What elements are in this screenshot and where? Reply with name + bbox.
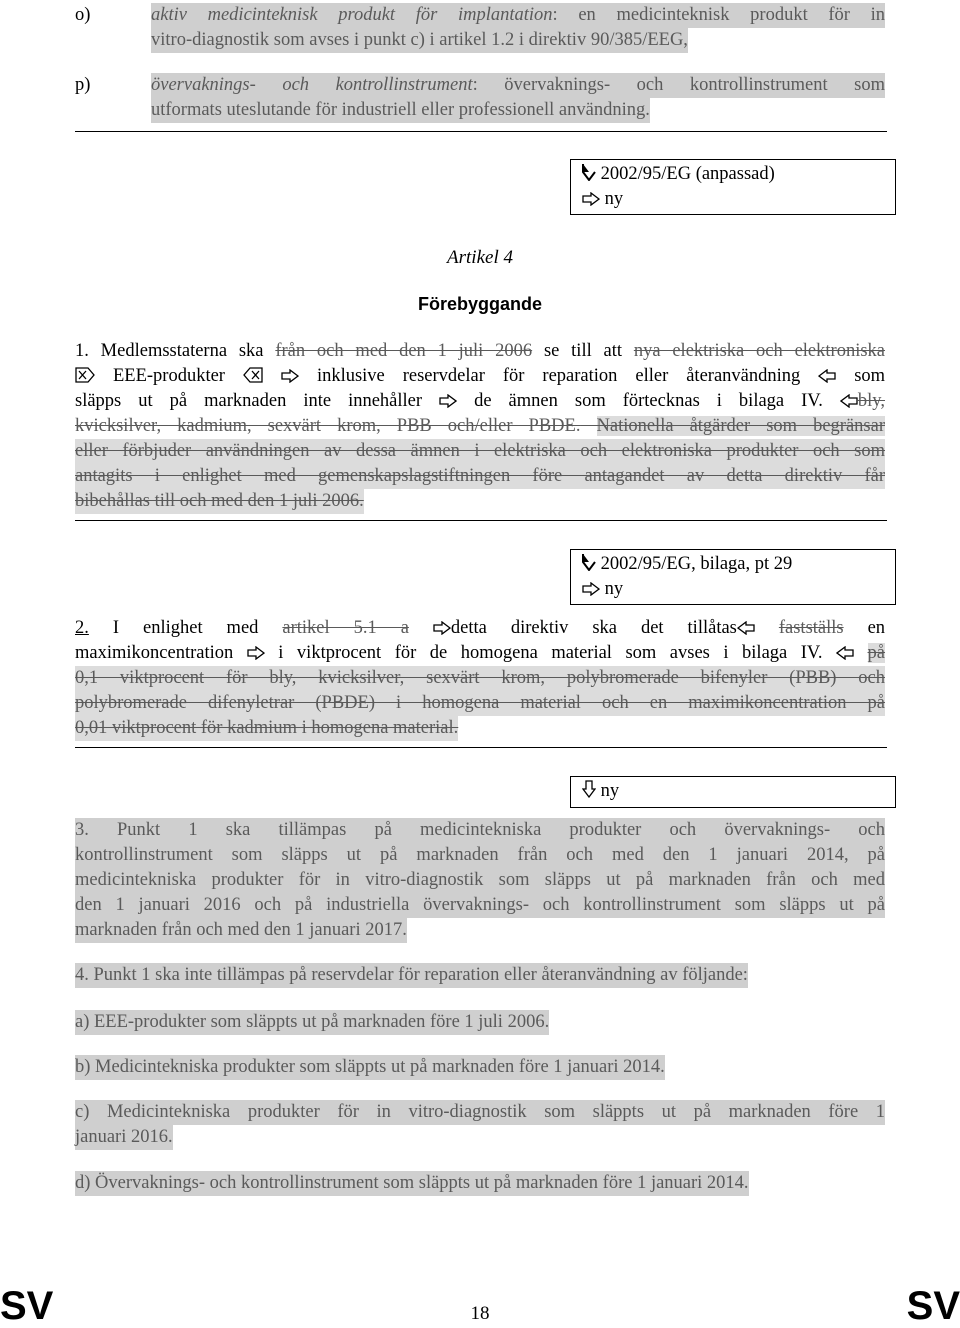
source-box-2-ny: ny — [604, 579, 624, 599]
para1-text: se till att — [532, 341, 634, 361]
para1-deleted: bly, — [857, 391, 885, 411]
para3-line1: 3. Punkt 1 ska tillämpas på medicintekniska produkter och övervaknings- och — [75, 818, 885, 843]
para1-text: EEE-produkter — [112, 366, 225, 386]
para2-line5: 0,01 viktprocent för kadmium i homogena material. — [75, 716, 458, 741]
arrow-right-outline-icon — [247, 646, 265, 660]
source-box-3 — [570, 776, 896, 808]
para3-line2: kontrollinstrument som släpps ut på marknaden från och med den 1 januari 2014, på — [75, 843, 885, 868]
para2-text: en — [867, 618, 886, 638]
para1-line5: eller förbjuder användningen av dessa ämnen i elektriska och elektroniska produkter och som — [75, 439, 885, 464]
para2-text: detta direktiv ska det tillåtas — [450, 618, 737, 638]
arrow-right-outline-icon — [433, 621, 451, 635]
paragraph-4: 4. Punkt 1 ska inte tillämpas på reservdelar för reparation eller återanvändning av följande: — [75, 963, 748, 988]
deletion-end-icon — [243, 367, 263, 383]
arrow-left-outline-icon — [818, 369, 836, 383]
item-p-label: p) — [75, 75, 91, 95]
arrow-right-outline-icon — [439, 394, 457, 408]
para1-line3 — [75, 389, 885, 414]
list-item-b: b) Medicintekniska produkter som släppts ut på marknaden före 1 januari 2014. — [75, 1055, 665, 1080]
source-box-1-line2 — [582, 187, 623, 211]
para1-text: som — [854, 366, 886, 386]
source-box-1-line1 — [582, 162, 775, 186]
arrow-right-outline-icon — [582, 582, 600, 596]
para2-text: maximikoncentration — [75, 643, 234, 663]
article-subtitle: Förebyggande — [417, 294, 542, 314]
para1-line2 — [75, 364, 885, 389]
arrow-left-outline-icon — [737, 621, 755, 635]
item-o-line2: vitro-diagnostik som avses i punkt c) i artikel 1.2 i direktiv 90/385/EEG, — [151, 28, 688, 53]
item-o-line1 — [151, 3, 885, 28]
arrow-left-outline-icon — [840, 394, 858, 408]
para1-deleted: från och med den 1 juli 2006 — [275, 341, 533, 361]
para2-deleted: på — [867, 643, 886, 663]
para2-deleted: artikel 5.1 a — [282, 618, 409, 638]
para3-line5: marknaden från och med den 1 januari 2017. — [75, 918, 407, 943]
article-title: Artikel 4 — [447, 247, 513, 268]
para1-line1 — [75, 339, 885, 364]
footer-language-right: SV — [906, 1284, 960, 1328]
source-box-1 — [570, 159, 896, 215]
para1-text: inklusive reservdelar för reparation eller återanvändning — [316, 366, 801, 386]
arrow-down-filled-icon — [582, 163, 596, 181]
list-item-d: d) Övervaknings- och kontrollinstrument som släppts ut på marknaden före 1 januari 2014. — [75, 1171, 749, 1196]
para2-line4: polybromerade difenyletrar (PBDE) i homogena material och en maximikoncentration på — [75, 691, 885, 716]
para1-deleted: kvicksilver, kadmium, sexvärt krom, PBB och/eller PBDE. — [75, 416, 581, 436]
para3-line3: medicintekniska produkter för in vitro-diagnostik som släpps ut på marknaden från och med — [75, 868, 885, 893]
source-box-2-ref: 2002/95/EG, bilaga, pt 29 — [600, 554, 793, 574]
item-o-line1-rest: : en medicinteknisk produkt för in — [552, 5, 885, 25]
item-p-line1 — [151, 73, 885, 98]
source-box-2-line2 — [582, 577, 623, 601]
arrow-down-filled-icon — [582, 553, 596, 571]
para1-deleted: nya elektriska och elektroniska — [633, 341, 885, 361]
item-o-label: o) — [75, 5, 91, 25]
para2-number: 2. — [75, 618, 89, 638]
source-box-1-ref: 2002/95/EG (anpassad) — [600, 164, 775, 184]
list-item-a: a) EEE-produkter som släppts ut på marknaden före 1 juli 2006. — [75, 1010, 549, 1035]
para1-line7: bibehållas till och med den 1 juli 2006. — [75, 489, 364, 514]
para2-text: i viktprocent för de homogena material som avses i bilaga IV. — [278, 643, 823, 663]
para2-line2 — [75, 641, 885, 666]
separator-rule — [75, 131, 887, 132]
item-p-line2: utformats uteslutande för industriell eller professionell användning. — [151, 98, 650, 123]
para3-line4: den 1 januari 2016 och på industriella övervaknings- och kontrollinstrument som släpps ut på — [75, 893, 885, 918]
source-box-1-ny: ny — [604, 189, 624, 209]
para1-line4 — [75, 414, 885, 439]
item-o-term: aktiv medicinteknisk produkt för implantation — [151, 5, 553, 25]
para1-text: släpps ut på marknaden inte innehåller — [75, 391, 423, 411]
arrow-left-outline-icon — [836, 646, 854, 660]
source-box-2-line1 — [582, 552, 792, 576]
para2-text: I enlighet med — [112, 618, 259, 638]
para2-line3: 0,1 viktprocent för bly, kvicksilver, sexvärt krom, polybromerade bifenyler (PBB) och — [75, 666, 885, 691]
footer-language-left: SV — [0, 1284, 54, 1328]
separator-rule — [75, 747, 887, 748]
source-box-3-line1 — [582, 779, 619, 803]
arrow-right-outline-icon — [281, 369, 299, 383]
arrow-down-outline-icon — [582, 780, 596, 798]
para1-line6: antagits i enlighet med gemenskapslagstiftningen före antagandet av detta direktiv får — [75, 464, 885, 489]
para1-text: 1. Medlemsstaterna ska — [75, 341, 276, 361]
deletion-start-icon — [75, 367, 95, 383]
list-item-c-line2: januari 2016. — [75, 1125, 173, 1150]
source-box-3-ny: ny — [600, 781, 620, 801]
arrow-right-outline-icon — [582, 192, 600, 206]
para1-deleted: Nationella åtgärder som begränsar — [596, 416, 885, 436]
para1-text: de ämnen som förtecknas i bilaga IV. — [474, 391, 823, 411]
separator-rule — [75, 520, 887, 521]
item-p-term: övervaknings- och kontrollinstrument — [151, 75, 473, 95]
list-item-c-line1: c) Medicintekniska produkter för in vitro-diagnostik som släppts ut på marknaden före 1 — [75, 1100, 885, 1125]
para2-deleted: fastställs — [778, 618, 844, 638]
item-p-line1-rest: : övervaknings- och kontrollinstrument som — [472, 75, 885, 95]
source-box-2 — [570, 549, 896, 605]
para2-line1 — [75, 616, 885, 641]
page-number: 18 — [470, 1303, 490, 1324]
